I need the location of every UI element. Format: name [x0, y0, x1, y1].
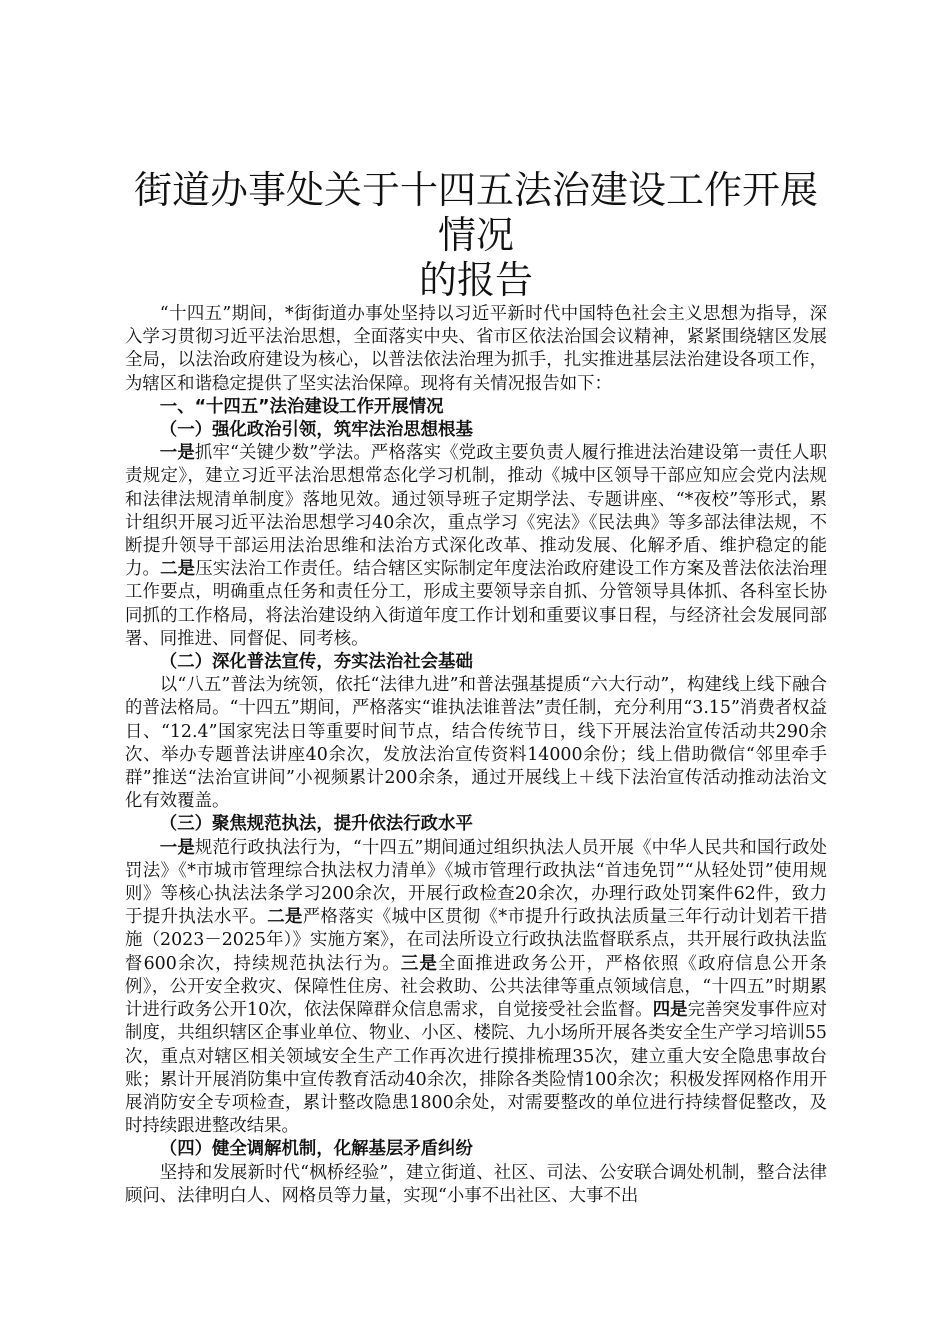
paragraph-text: 规范行政执法行为，“十四五”期间通过组织执法人员开展《中华人民共和国行政处罚法》《*市城市管理综合执法权力清单》《城市管理行政执法“首违免罚”“从轻处罚”使用规则》等核心执法法条学习200余次，开展行政检查20余次，办理行政处罚案件62件，致力于提升执法水平。	[125, 837, 827, 928]
subsection-heading-4: （四）健全调解机制，化解基层矛盾纠纷	[159, 1139, 473, 1160]
subsection-2-paragraph: 以“八五”普法为统领，依托“法律九进”和普法强基提质“六大行动”，构建线上线下融合的普法格局。“十四五”期间，严格落实“谁执法谁普法”责任制，充分利用“3.15”消费者权益日、“12.4”国家宪法日等重要时间节点，结合传统节日，线下开展法治宣传活动共290余次、举办专题普法讲座40余次，发放法治宣传资料14000余份；线上借助微信“邻里牵手群”推送“法治宣讲间”小视频累计200余条，通过开展线上＋线下法治宣传活动推动法治文化有效覆盖。	[125, 675, 827, 812]
lead-marker: 二是	[160, 559, 196, 580]
paragraph-text: 压实法治工作责任。结合辖区实际制定年度法治政府建设工作方案及普法依法治理工作要点，明确重点任务和责任分工，形成主要领导亲自抓、分管领导具体抓、各科室长协同抓的工作格局，将法治建设纳入街道年度工作计划和重要议事日程，与经济社会发展同部署、同推进、同督促、同考核。	[125, 559, 827, 649]
lead-marker: 二是	[267, 907, 303, 928]
paragraph-text: 完善突发事件应对制度，共组织辖区企事业单位、物业、小区、楼院、九小场所开展各类安全生产学习培训55次，重点对辖区相关领域安全生产工作再次进行摸排梳理35次，建立重大安全隐患事故台账；累计开展消防集中宣传教育活动40余次，排除各类险情100余次；积极发挥网格作用开展消防安全专项检查，累计整改隐患1800余处，对需要整改的单位进行持续督促整改，及时持续跟进整改结果。	[125, 1000, 827, 1137]
subsection-heading-3: （三）聚焦规范执法，提升依法行政水平	[159, 814, 473, 835]
document-page	[125, 168, 827, 1208]
subsection-3-paragraph	[125, 837, 827, 1139]
lead-marker: 三是	[400, 953, 439, 974]
subsection-1-paragraph	[125, 442, 827, 651]
paragraph-text: 严格落实《城中区贯彻《*市提升行政执法质量三年行动计划若干措施（2023－2025年）》实施方案》，在司法所设立行政执法监督联系点，共开展行政执法监督600余次，持续规范执法行为。	[125, 907, 827, 974]
subsection-4-paragraph: 坚持和发展新时代“枫桥经验”，建立街道、社区、司法、公安联合调处机制，整合法律顾问、法律明白人、网格员等力量，实现“小事不出社区、大事不出	[125, 1162, 827, 1206]
subsection-heading-2: （二）深化普法宣传，夯实法治社会基础	[159, 652, 473, 673]
intro-paragraph: “十四五”期间，*街街道办事处坚持以习近平新时代中国特色社会主义思想为指导，深入学习贯彻习近平法治思想，全面落实中央、省市区依法治国会议精神，紧紧围绕辖区发展全局，以法治政府建设为核心，以普法依法治理为抓手，扎实推进基层法治建设各项工作，为辖区和谐稳定提供了坚实法治保障。现将有关情况报告如下：	[125, 304, 827, 394]
paragraph-text: 抓牢“关键少数”学法。严格落实《党政主要负责人履行推进法治建设第一责任人职责规定》，建立习近平法治思想常态化学习机制，推动《城中区领导干部应知应会党内法规和法律法规清单制度》落地见效。通过领导班子定期学法、专题讲座、“*夜校”等形式，累计组织开展习近平法治思想学习40余次，重点学习《宪法》《民法典》等多部法律法规，不断提升领导干部运用法治思维和法治方式深化改革、推动发展、化解矛盾、维护稳定的能力。	[125, 443, 827, 580]
subsection-heading-1: （一）强化政治引领，筑牢法治思想根基	[159, 420, 473, 441]
title-line-2: 的报告	[418, 258, 533, 302]
lead-marker: 一是	[159, 837, 195, 858]
title-line-1: 街道办事处关于十四五法治建设工作开展情况	[133, 168, 818, 257]
document-title	[125, 168, 827, 303]
paragraph-text: 全面推进政务公开，严格依照《政府信息公开条例》，公开安全救灾、保障性住房、社会救助、公共法律等重点领域信息，“十四五”时期累计进行政务公开10次，依法保障群众信息需求，自觉接受社会监督。	[125, 953, 827, 1021]
lead-marker: 一是	[159, 443, 195, 464]
section-heading-1: 一、“十四五”法治建设工作开展情况	[159, 396, 444, 417]
lead-marker: 四是	[652, 1000, 688, 1021]
